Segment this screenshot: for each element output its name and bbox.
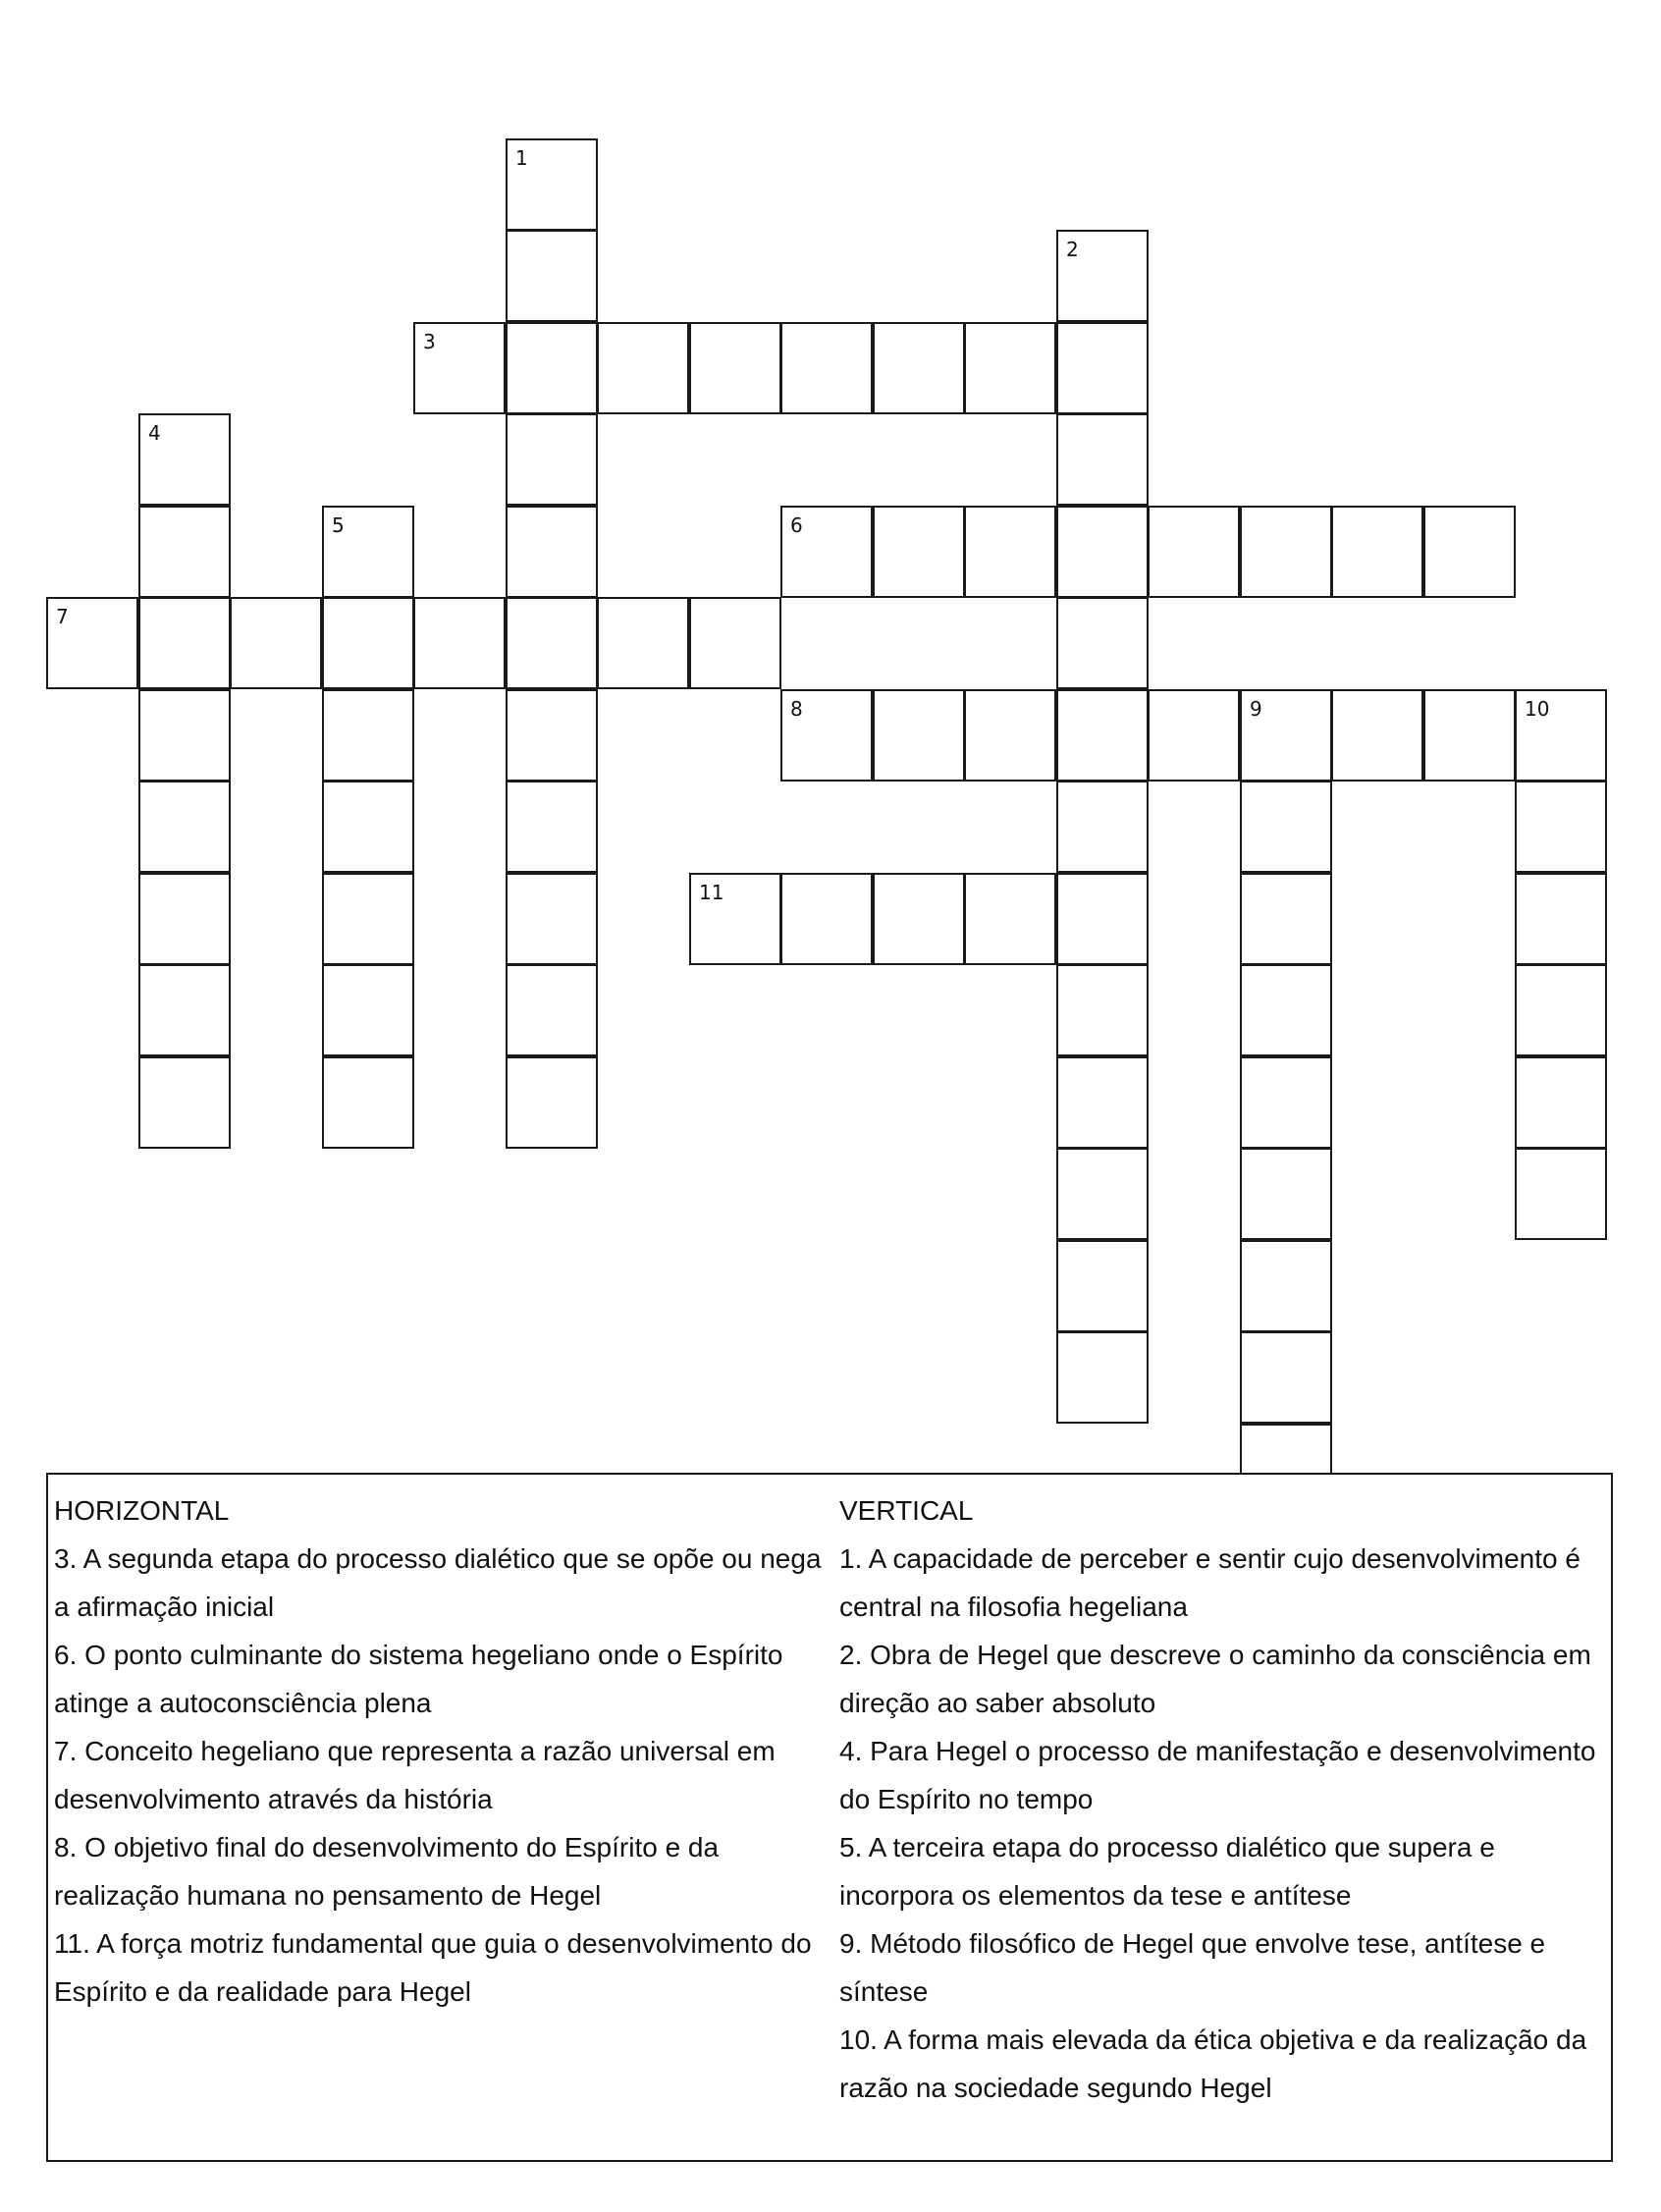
grid-cell[interactable] [1056, 1240, 1149, 1332]
grid-cell[interactable] [1056, 964, 1149, 1056]
grid-cell[interactable] [1515, 1148, 1607, 1240]
grid-cell[interactable] [1515, 689, 1607, 782]
grid-cell[interactable] [322, 781, 414, 873]
grid-cell[interactable] [322, 964, 414, 1056]
grid-cell[interactable] [689, 322, 781, 414]
grid-cell[interactable] [1056, 689, 1149, 782]
clue-horizontal-6: 6. O ponto culminante do sistema hegeliano onde o Espírito atinge a autoconsciência plena [54, 1640, 783, 1718]
grid-cell[interactable] [1515, 964, 1607, 1056]
grid-cell[interactable] [322, 506, 414, 598]
clue-number: 10 [1525, 697, 1550, 721]
grid-cell[interactable] [873, 873, 965, 965]
grid-cell[interactable] [964, 873, 1056, 965]
grid-cell[interactable] [597, 597, 689, 689]
grid-cell[interactable] [1240, 781, 1332, 873]
grid-cell[interactable] [1056, 873, 1149, 965]
grid-cell[interactable] [506, 230, 598, 322]
vertical-heading: VERTICAL [839, 1495, 974, 1526]
grid-cell[interactable] [506, 689, 598, 782]
grid-cell[interactable] [506, 873, 598, 965]
grid-cell[interactable] [322, 689, 414, 782]
grid-cell[interactable] [1515, 781, 1607, 873]
grid-cell[interactable] [1148, 506, 1240, 598]
clue-vertical-4: 4. Para Hegel o processo de manifestação e desenvolvimento do Espírito no tempo [839, 1736, 1596, 1814]
clue-horizontal-7: 7. Conceito hegeliano que representa a razão universal em desenvolvimento através da história [54, 1736, 776, 1814]
grid-cell[interactable] [322, 597, 414, 689]
grid-cell[interactable] [138, 597, 231, 689]
clue-horizontal-11: 11. A força motriz fundamental que guia o desenvolvimento do Espírito e da realidade para Hegel [54, 1928, 812, 2007]
grid-cell[interactable] [873, 689, 965, 782]
grid-cell[interactable] [873, 322, 965, 414]
grid-cell[interactable] [1331, 689, 1423, 782]
clue-vertical-9: 9. Método filosófico de Hegel que envolve tese, antítese e síntese [839, 1928, 1546, 2007]
grid-cell[interactable] [506, 138, 598, 231]
grid-cell[interactable] [506, 413, 598, 506]
clue-number: 11 [699, 881, 724, 904]
clue-horizontal-8: 8. O objetivo final do desenvolvimento do Espírito e da realização humana no pensamento de Hegel [54, 1832, 720, 1911]
grid-cell[interactable] [506, 781, 598, 873]
grid-cell[interactable] [322, 1056, 414, 1149]
grid-cell[interactable] [1056, 1056, 1149, 1149]
clue-number: 5 [332, 513, 345, 537]
clue-vertical-10: 10. A forma mais elevada da ética objetiva e da realização da razão na sociedade segundo Hegel [839, 2024, 1587, 2103]
grid-cell[interactable] [1240, 1056, 1332, 1149]
grid-cell[interactable] [1423, 689, 1516, 782]
grid-cell[interactable] [46, 597, 138, 689]
grid-cell[interactable] [1148, 689, 1240, 782]
grid-cell[interactable] [1423, 506, 1516, 598]
grid-cell[interactable] [506, 964, 598, 1056]
grid-cell[interactable] [964, 322, 1056, 414]
clue-number: 1 [515, 146, 528, 170]
grid-cell[interactable] [780, 506, 873, 598]
grid-cell[interactable] [1240, 1240, 1332, 1332]
grid-cell[interactable] [138, 964, 231, 1056]
grid-cell[interactable] [964, 689, 1056, 782]
grid-cell[interactable] [138, 413, 231, 506]
grid-cell[interactable] [322, 873, 414, 965]
clue-number: 2 [1066, 238, 1079, 261]
grid-cell[interactable] [1240, 506, 1332, 598]
grid-cell[interactable] [1240, 689, 1332, 782]
grid-cell[interactable] [1056, 413, 1149, 506]
grid-cell[interactable] [873, 506, 965, 598]
clue-number: 8 [790, 697, 803, 721]
clue-panel [46, 1473, 1613, 2162]
grid-cell[interactable] [506, 1056, 598, 1149]
grid-cell[interactable] [689, 873, 781, 965]
horizontal-clues [54, 1486, 830, 2016]
grid-cell[interactable] [1331, 506, 1423, 598]
clue-number: 3 [423, 330, 436, 353]
grid-cell[interactable] [1056, 1148, 1149, 1240]
grid-cell[interactable] [1056, 506, 1149, 598]
horizontal-heading: HORIZONTAL [54, 1495, 230, 1526]
grid-cell[interactable] [1240, 1148, 1332, 1240]
grid-cell[interactable] [964, 506, 1056, 598]
grid-cell[interactable] [506, 322, 598, 414]
grid-cell[interactable] [1240, 1331, 1332, 1424]
grid-cell[interactable] [1056, 781, 1149, 873]
grid-cell[interactable] [1056, 1331, 1149, 1424]
grid-cell[interactable] [138, 689, 231, 782]
grid-cell[interactable] [780, 322, 873, 414]
grid-cell[interactable] [689, 597, 781, 689]
grid-cell[interactable] [138, 1056, 231, 1149]
clue-number: 7 [56, 605, 69, 628]
clue-number: 9 [1250, 697, 1262, 721]
grid-cell[interactable] [1056, 230, 1149, 322]
clue-number: 4 [148, 421, 161, 445]
clue-vertical-2: 2. Obra de Hegel que descreve o caminho da consciência em direção ao saber absoluto [839, 1640, 1591, 1718]
grid-cell[interactable] [413, 597, 506, 689]
grid-cell[interactable] [1515, 873, 1607, 965]
grid-cell[interactable] [1515, 1056, 1607, 1149]
clue-vertical-5: 5. A terceira etapa do processo dialético que supera e incorpora os elementos da tese e antítese [839, 1832, 1495, 1911]
vertical-clues [839, 1486, 1611, 2112]
grid-cell[interactable] [1240, 873, 1332, 965]
grid-cell[interactable] [1056, 597, 1149, 689]
grid-cell[interactable] [506, 506, 598, 598]
grid-cell[interactable] [1240, 964, 1332, 1056]
grid-cell[interactable] [597, 322, 689, 414]
clue-vertical-1: 1. A capacidade de perceber e sentir cujo desenvolvimento é central na filosofia hegeliana [839, 1543, 1581, 1622]
grid-cell[interactable] [1056, 322, 1149, 414]
grid-cell[interactable] [780, 873, 873, 965]
grid-cell[interactable] [506, 597, 598, 689]
grid-cell[interactable] [138, 873, 231, 965]
grid-cell[interactable] [413, 322, 506, 414]
grid-cell[interactable] [230, 597, 322, 689]
clue-number: 6 [790, 513, 803, 537]
grid-cell[interactable] [138, 506, 231, 598]
grid-cell[interactable] [780, 689, 873, 782]
clue-horizontal-3: 3. A segunda etapa do processo dialético que se opõe ou nega a afirmação inicial [54, 1543, 822, 1622]
grid-cell[interactable] [138, 781, 231, 873]
